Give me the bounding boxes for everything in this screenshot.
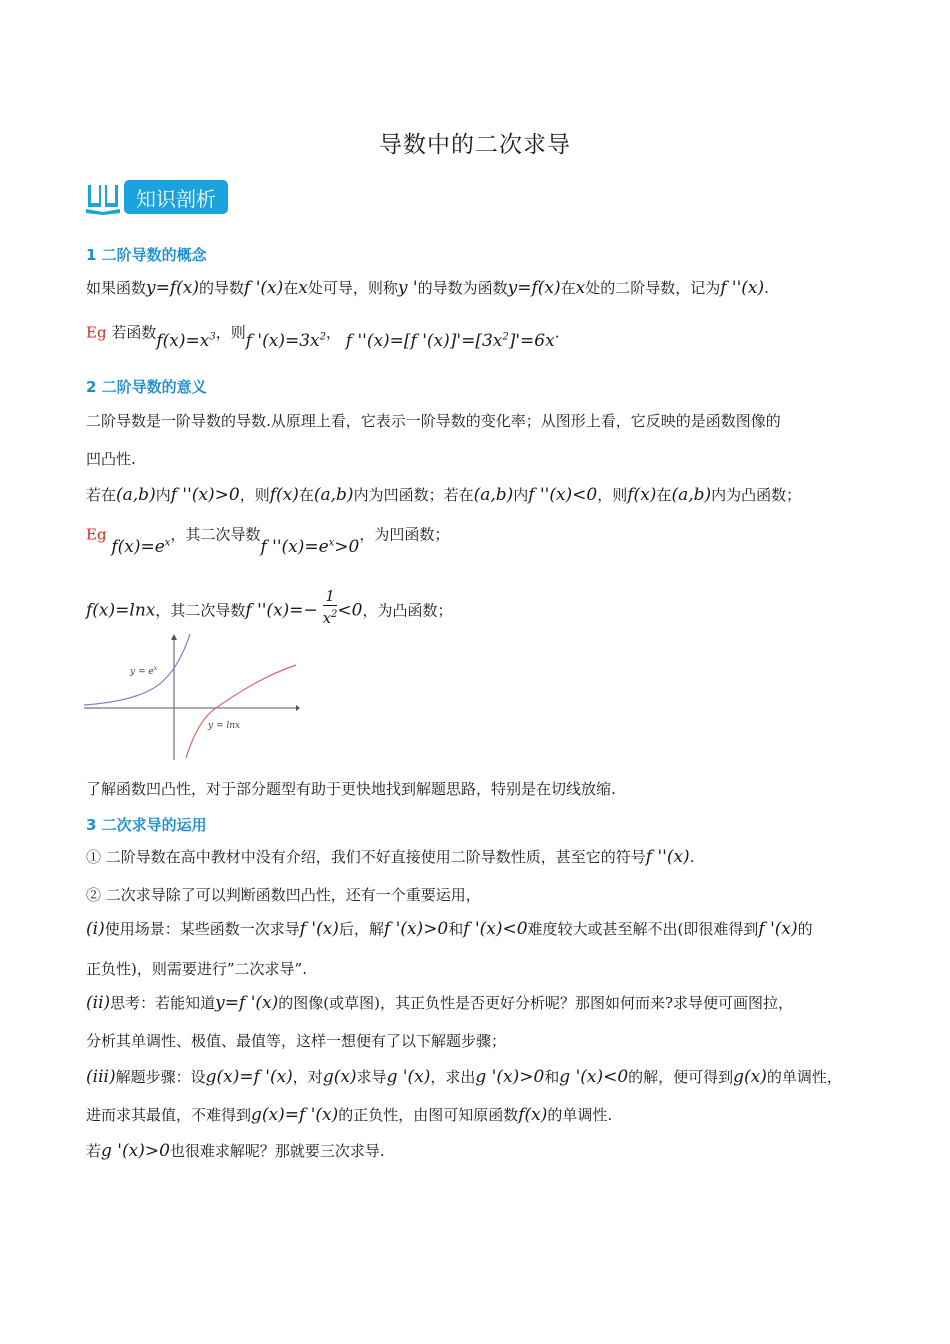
solving-steps-cont: 进而求其最值，不难得到g(x)=f '(x)的正负性，由图可知原函数f(x)的单调性.	[86, 1105, 613, 1125]
third-derivative-note: 若g '(x)>0也很难求解呢？那就要三次求导.	[86, 1141, 385, 1161]
banner-label: 知识剖析	[124, 180, 228, 214]
thinking-paragraph: (ii)思考：若能知道y=f '(x)的图像(或草图)，其正负性是否更好分析呢？那图如何而来?求导便可画图拉，	[86, 993, 793, 1013]
x-axis-arrow-icon	[296, 705, 300, 711]
open-book-icon	[86, 179, 120, 215]
fraction: $\frac{1}{x^2}$	[322, 587, 338, 627]
example-2: Eg $f(x)=e^x$，其二次导数f ''$(x)=e^x>0$，为凹函数；	[86, 525, 450, 557]
usage-scenario-cont: 正负性)，则需要进行”二次求导”.	[86, 960, 307, 978]
label-ln: y = lnx	[208, 721, 241, 731]
convexity-graph	[84, 632, 300, 760]
eg-tag: Eg	[86, 525, 107, 544]
solving-steps: (iii)解题步骤：设g(x)=f '(x)，对g(x)求导g '(x)，求出g '(x)>0和g '(x)<0的解，便可得到g(x)的单调性，	[86, 1067, 842, 1087]
y-axis-arrow-icon	[171, 634, 177, 640]
svg-text:y = ex: $y = e^x$	[130, 665, 158, 677]
heading-second-derivative-meaning: 2 二阶导数的意义	[86, 378, 207, 396]
label-exp: y = e	[130, 667, 154, 677]
example-3: f(x)=lnx，其二次导数f ''(x)=− $\frac{1}{x^2}$ <0，为凸函数；	[86, 587, 453, 627]
meaning-paragraph-cont: 凹凸性.	[86, 450, 136, 468]
application-point-2: ② 二次求导除了可以判断函数凹凸性，还有一个重要运用，	[86, 886, 481, 904]
concept-paragraph: 如果函数y=f(x)的导数f '(x)在x处可导，则称y '的导数为函数y=f(x)在x处的二阶导数，记为f ''(x).	[86, 278, 769, 298]
convexity-rule: 若在(a,b)内f ''(x)>0，则f(x)在(a,b)内为凹函数；若在(a,b)内f ''(x)<0，则f(x)在(a,b)内为凸函数；	[86, 485, 802, 505]
page-title: 导数中的二次求导	[379, 132, 571, 158]
heading-second-derivative-application: 3 二次求导的运用	[86, 816, 207, 834]
thinking-paragraph-cont: 分析其单调性、极值、最值等，这样一想便有了以下解题步骤；	[86, 1032, 507, 1050]
meaning-paragraph: 二阶导数是一阶导数的导数.从原理上看，它表示一阶导数的变化率；从图形上看，它反映的是函数图像的	[86, 412, 781, 430]
convexity-usage-note: 了解函数凹凸性，对于部分题型有助于更快地找到解题思路，特别是在切线放缩.	[86, 780, 616, 798]
usage-scenario: (i)使用场景：某些函数一次求导f '(x)后，解f '(x)>0和f '(x)<0难度较大或甚至解不出(即很难得到f '(x)的	[86, 919, 813, 939]
eg-tag: Eg	[86, 323, 107, 342]
heading-second-derivative-concept: 1 二阶导数的概念	[86, 246, 207, 264]
section-banner	[86, 178, 228, 216]
curve-ln	[186, 665, 296, 758]
application-point-1: ① 二阶导数在高中教材中没有介绍，我们不好直接使用二阶导数性质，甚至它的符号f ''(x).	[86, 847, 695, 867]
example-1: Eg 若函数$f(x)=x^3$，则f '$(x)=3x^2$， f ''(x)=[f '$(x)]'=[3x^2]'=6x$.	[86, 323, 560, 351]
